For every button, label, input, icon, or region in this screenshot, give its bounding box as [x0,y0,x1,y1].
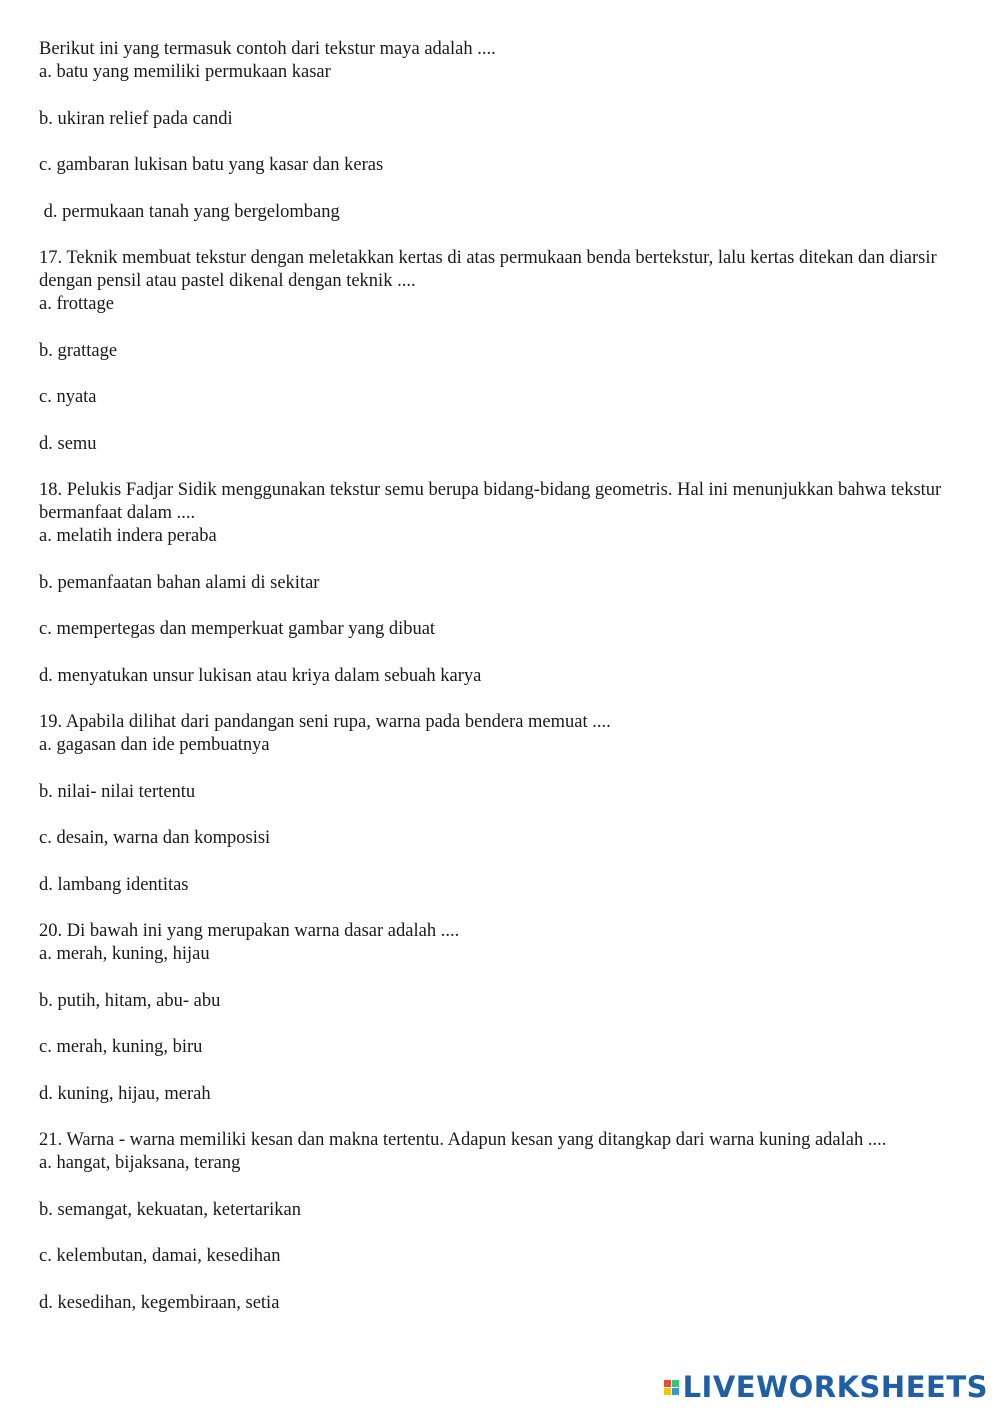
answer-option[interactable]: d. kesedihan, kegembiraan, setia [39,1292,280,1313]
question-text: 20. Di bawah ini yang merupakan warna dasar adalah .... [39,921,460,941]
answer-option[interactable]: a. frottage [39,294,114,314]
logo-text: LIVEWORKSHEETS [682,1370,988,1404]
question-block [39,247,944,456]
answer-option[interactable]: c. mempertegas dan memperkuat gambar yang dibuat [39,619,436,639]
answer-option[interactable]: b. semangat, kekuatan, ketertarikan [39,1199,301,1220]
answer-option[interactable]: b. ukiran relief pada candi [39,108,233,129]
answer-option[interactable]: b. nilai- nilai tertentu [39,781,196,802]
answer-option[interactable]: c. desain, warna dan komposisi [39,828,271,848]
answer-option[interactable]: c. gambaran lukisan batu yang kasar dan keras [39,155,384,175]
answer-option[interactable]: c. nyata [39,387,97,407]
liveworksheets-logo-icon [664,1380,679,1395]
worksheet-page [39,38,944,1315]
answer-option[interactable]: d. menyatukan unsur lukisan atau kriya dalam sebuah karya [39,665,482,686]
question-text: 21. Warna - warna memiliki kesan dan makna tertentu. Adapun kesan yang ditangkap dari warna kuning adalah .... [39,1130,887,1150]
answer-option[interactable]: a. melatih indera peraba [39,526,217,546]
logo-square [672,1380,679,1387]
question-block [39,38,944,224]
answer-option[interactable]: c. merah, kuning, biru [39,1037,203,1057]
answer-option[interactable]: a. hangat, bijaksana, terang [39,1153,241,1173]
logo-square [664,1388,671,1395]
answer-option[interactable]: d. semu [39,433,97,454]
answer-option[interactable]: b. putih, hitam, abu- abu [39,990,221,1011]
question-block [39,1129,944,1315]
question-block [39,711,944,897]
question-block [39,920,944,1106]
question-block [39,479,944,688]
liveworksheets-logo [664,1370,988,1404]
answer-option[interactable]: b. pemanfaatan bahan alami di sekitar [39,572,320,593]
answer-option[interactable]: c. kelembutan, damai, kesedihan [39,1246,281,1266]
question-text: 19. Apabila dilihat dari pandangan seni rupa, warna pada bendera memuat .... [39,712,611,732]
question-text: 17. Teknik membuat tekstur dengan meletakkan kertas di atas permukaan benda bertekstur, lalu kertas ditekan dan diarsir dengan pensil atau pastel dikenal dengan teknik .... [39,248,942,291]
answer-option[interactable]: a. batu yang memiliki permukaan kasar [39,62,331,82]
logo-square [664,1380,671,1387]
answer-option[interactable]: a. merah, kuning, hijau [39,944,210,964]
answer-option[interactable]: d. kuning, hijau, merah [39,1083,211,1104]
answer-option[interactable]: d. permukaan tanah yang bergelombang [39,201,340,222]
answer-option[interactable]: b. grattage [39,340,118,361]
answer-option[interactable]: a. gagasan dan ide pembuatnya [39,735,270,755]
question-text: 18. Pelukis Fadjar Sidik menggunakan tekstur semu berupa bidang-bidang geometris. Hal ini menunjukkan bahwa tekstur bermanfaat dalam .... [39,480,946,523]
logo-square [672,1388,679,1395]
answer-option[interactable]: d. lambang identitas [39,874,189,895]
question-text: Berikut ini yang termasuk contoh dari tekstur maya adalah .... [39,39,496,59]
